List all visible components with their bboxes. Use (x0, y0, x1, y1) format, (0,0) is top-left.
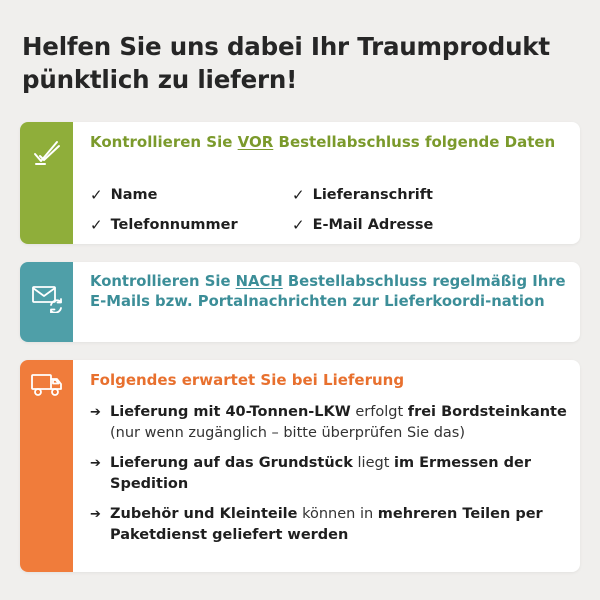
arrow-icon: ➔ (90, 456, 101, 471)
card-title: Folgendes erwartet Sie bei Lieferung (90, 371, 405, 389)
arrow-icon: ➔ (90, 507, 101, 522)
check-item-name: ✓ Name (90, 186, 158, 204)
card-strip-teal (20, 262, 73, 342)
check-item-email: ✓ E-Mail Adresse (292, 216, 434, 234)
arrow-icon: ➔ (90, 405, 101, 420)
check-before-order-card (20, 122, 580, 244)
mail-refresh-icon (31, 283, 63, 317)
delivery-expectations-card (20, 360, 580, 572)
page-headline: Helfen Sie uns dabei Ihr Traumprodukt pünktlich zu liefern! (22, 32, 550, 94)
checkmark-icon (32, 138, 62, 172)
delivery-bullet: ➔ Zubehör und Kleinteile können in mehreren Teilen per Paketdienst geliefert werden (90, 506, 543, 543)
card-strip-orange (20, 360, 73, 572)
card-title: Kontrollieren Sie VOR Bestellabschluss folgende Daten (90, 133, 556, 151)
check-item-address: ✓ Lieferanschrift (292, 186, 433, 204)
card-strip-green (20, 122, 73, 244)
check-item-phone: ✓ Telefonnummer (90, 216, 238, 234)
card-title: Kontrollieren Sie NACH Bestellabschluss regelmäßig Ihre E-Mails bzw. Portalnachrichten zur Lieferkoordi-nation (90, 273, 566, 310)
delivery-truck-icon (30, 372, 64, 402)
delivery-bullet: ➔ Lieferung auf das Grundstück liegt im Ermessen der Spedition (90, 455, 531, 492)
delivery-bullet: ➔ Lieferung mit 40-Tonnen-LKW erfolgt frei Bordsteinkante (nur wenn zugänglich – bitte überprüfen Sie das) (90, 404, 567, 441)
check-after-order-card (20, 262, 580, 342)
